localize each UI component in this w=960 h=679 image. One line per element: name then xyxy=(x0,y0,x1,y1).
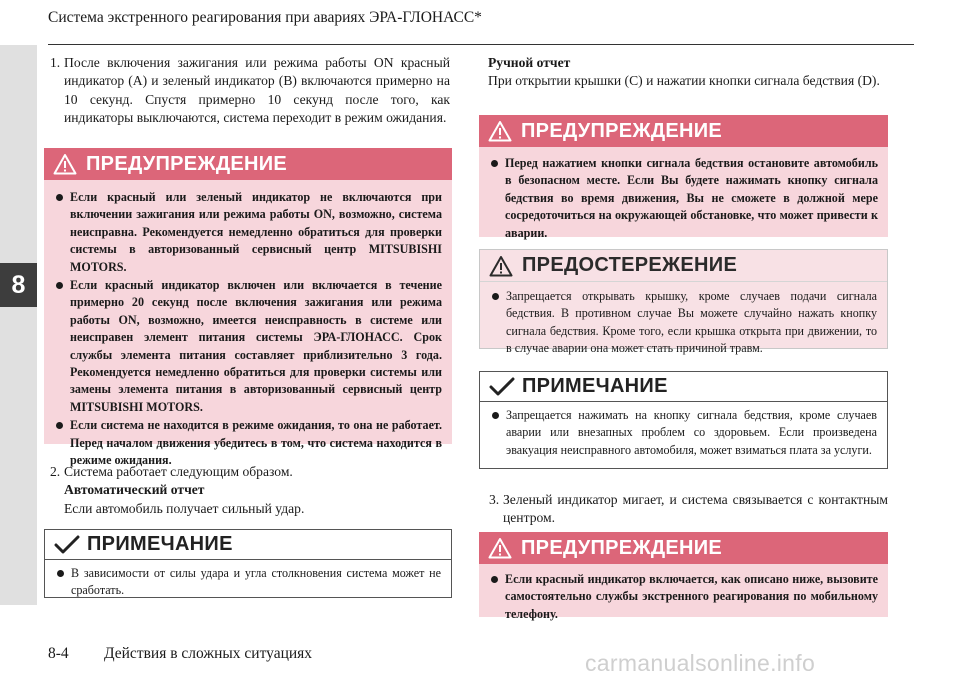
chapter-tab: 8 xyxy=(0,263,37,307)
chapter-side-band xyxy=(0,45,37,605)
warning-header xyxy=(44,148,452,180)
warning-triangle-icon xyxy=(489,255,513,277)
watermark: carmanualsonline.info xyxy=(585,650,816,676)
manual-report-heading: Ручной отчет xyxy=(488,55,571,70)
warning-item: Перед нажатием кнопки сигнала бедствия остановите автомобиль в безопасном месте. Если Вы будете нажимать кнопку сигнала бедствия во время движения, Вы не сможете в должной мере сосредоточиться на окружающей обстановке, что может привести к аварии. xyxy=(489,155,878,242)
warning-triangle-icon xyxy=(53,153,77,175)
page-number: 8-4 xyxy=(48,645,69,662)
step-text: Зеленый индикатор мигает, и система связывается с контактным центром. xyxy=(503,492,888,526)
warning-item: Если система не находится в режиме ожидания, то она не работает. Перед началом движения убедитесь в том, что система находится в режиме ожидания. xyxy=(54,417,442,469)
checkmark-icon xyxy=(489,376,515,398)
checkmark-icon xyxy=(54,534,80,556)
caution-header xyxy=(480,250,887,282)
step-number: 1. xyxy=(50,55,61,70)
warning-triangle-icon xyxy=(488,537,512,559)
step-3-paragraph xyxy=(489,491,888,528)
warning-title: ПРЕДУПРЕЖДЕНИЕ xyxy=(521,119,723,142)
warning-title: ПРЕДУПРЕЖДЕНИЕ xyxy=(86,152,288,175)
caution-box xyxy=(479,249,888,356)
manual-report-text: При открытии крышки (C) и нажатии кнопки сигнала бедствия (D). xyxy=(488,73,880,89)
warning-header xyxy=(479,115,888,147)
warning-title: ПРЕДУПРЕЖДЕНИЕ xyxy=(521,536,723,559)
footer-section-title: Действия в сложных ситуациях xyxy=(104,645,313,662)
warning-box xyxy=(479,532,888,621)
caution-title: ПРЕДОСТЕРЕЖЕНИЕ xyxy=(522,254,738,276)
warning-item: Если красный индикатор включается, как описано ниже, вызовите самостоятельно службы экстренного реагирования по мобильному телефону. xyxy=(489,571,878,623)
note-title: ПРИМЕЧАНИЕ xyxy=(522,375,668,397)
note-box xyxy=(44,529,452,598)
step-1-paragraph xyxy=(50,54,450,128)
note-item: Запрещается нажимать на кнопку сигнала бедствия, кроме случаев аварии или внезапных проблем со здоровьем. Если произведена эвакуация неисправного автомобиля, может взиматься плата за услуги. xyxy=(490,407,877,459)
caution-item: Запрещается открывать крышку, кроме случаев подачи сигнала бедствия. В противном случае Вы можете случайно нажать кнопку сигнала бедствия. Кроме того, если крышка открыта при движении, то в случае аварии она может стать причиной травм. xyxy=(490,288,877,358)
manual-report-paragraph xyxy=(488,54,888,91)
warning-box xyxy=(479,115,888,240)
header-divider xyxy=(48,44,914,45)
note-title: ПРИМЕЧАНИЕ xyxy=(87,533,233,555)
automatic-report-heading: Автоматический отчет xyxy=(64,482,205,498)
warning-triangle-icon xyxy=(488,120,512,142)
warning-header xyxy=(479,532,888,564)
note-item: В зависимости от силы удара и угла столкновения система может не сработать. xyxy=(55,565,441,600)
step-text: Система работает следующим образом. xyxy=(64,464,293,479)
warning-item: Если красный индикатор включен или включается в течение примерно 20 секунд после включения зажигания или режима работы ON, возможно, имеется неисправность в системе или неисправен элемент питания системы ЭРА-ГЛОНАСС. Срок службы элемента питания составляет приблизительно 3 года. Рекомендуется немедленно обратиться для проверки системы или замены элемента питания в авторизованный сервисный центр MITSUBISHI MOTORS. xyxy=(54,277,442,416)
warning-box xyxy=(44,148,452,468)
page-header-title: Система экстренного реагирования при авариях ЭРА-ГЛОНАСС* xyxy=(48,9,482,26)
note-header xyxy=(45,530,451,560)
note-header xyxy=(480,372,887,402)
warning-item: Если красный или зеленый индикатор не включаются при включении зажигания или режима работы ON, возможно, система неисправна. Рекомендуется немедленно обратиться для проверки системы в авторизованный сервисный центр MITSUBISHI MOTORS. xyxy=(54,189,442,276)
step-text: После включения зажигания или режима работы ON красный индикатор (A) и зеленый индикатор (B) включаются примерно на 10 секунд. Спустя примерно 10 секунд после того, как индикаторы выключаются, система переходит в режим ожидания. xyxy=(64,55,450,126)
step-2-paragraph xyxy=(50,463,450,518)
step-number: 2. xyxy=(50,464,61,479)
note-box xyxy=(479,371,888,469)
automatic-report-text: Если автомобиль получает сильный удар. xyxy=(64,500,305,516)
step-number: 3. xyxy=(489,492,500,507)
